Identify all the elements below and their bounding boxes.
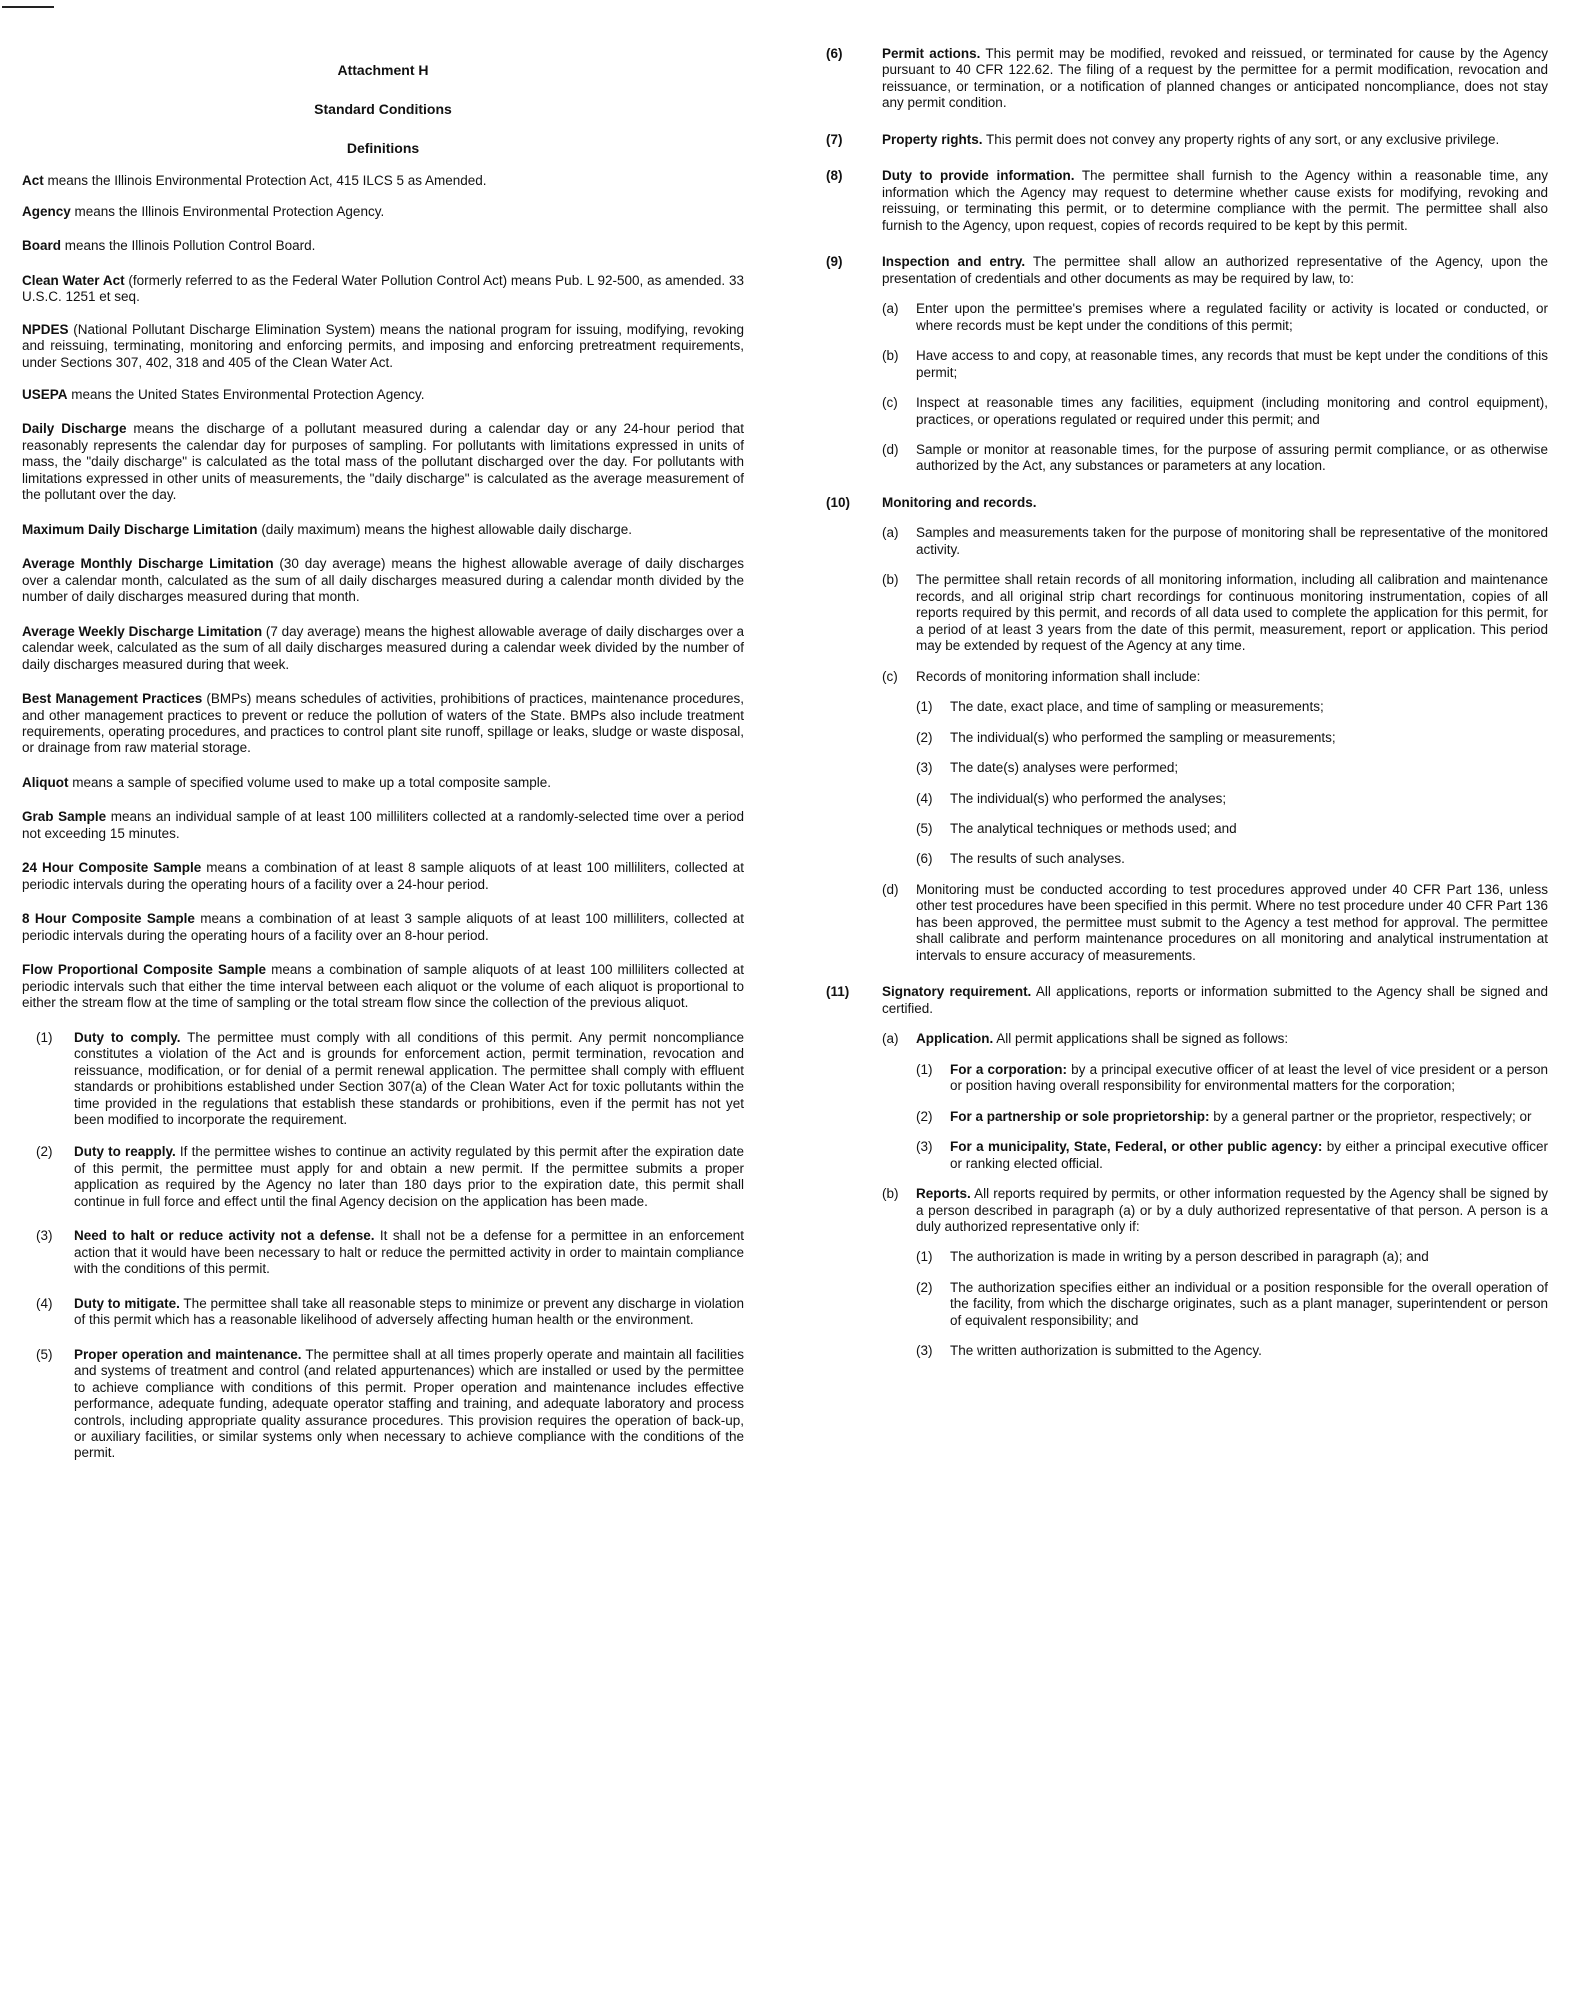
definition-average-monthly: Average Monthly Discharge Limitation (30 day average) means the highest allowable average of daily discharges over a calendar month, calculated as the sum of all daily discharges measured during a calendar month divided by the number of daily discharges measured during that month. — [22, 556, 744, 605]
condition-4: (4) Duty to mitigate. The permittee shall take all reasonable steps to minimize or prevent any discharge in violation of this permit which has a reasonable likelihood of adversely affecting human health or the environment. — [36, 1295, 744, 1328]
definition-aliquot: Aliquot means a sample of specified volume used to make up a total composite sample. — [22, 774, 551, 790]
left-column — [22, 48, 744, 1478]
definition-8-hour-composite: 8 Hour Composite Sample means a combination of at least 3 sample aliquots of at least 100 milliliters, collected at periodic intervals during the operating hours of a facility over an 8-hour period. — [22, 911, 744, 943]
definition-24-hour-composite: 24 Hour Composite Sample means a combination of at least 8 sample aliquots of at least 100 milliliters, collected at periodic intervals during the operating hours of a facility over a 24-hour period. — [22, 860, 744, 892]
authorization-item-1: (1) The authorization is made in writing by a person described in paragraph (a); and — [916, 1249, 1429, 1265]
condition-10-d: (d) Monitoring must be conducted according to test procedures approved under 40 CFR Part 136, unless other test procedures have been specified in this permit. Where no test procedure under 40 CFR Part 136 has been approved, the permittee must submit to the Agency a test method for approval. The permittee shall calibrate and perform maintenance procedures on all monitoring and analytical instrumentation at intervals to ensure accuracy of measurements. — [882, 881, 1548, 963]
authorization-item-3: (3) The written authorization is submitted to the Agency. — [916, 1343, 1262, 1359]
record-item-4: (4) The individual(s) who performed the analyses; — [916, 790, 1227, 806]
record-item-2: (2) The individual(s) who performed the sampling or measurements; — [916, 729, 1336, 745]
record-item-3: (3) The date(s) analyses were performed; — [916, 760, 1179, 776]
signatory-partnership: (2) For a partnership or sole proprietorship: by a general partner or the proprietor, respectively; or — [916, 1108, 1532, 1124]
condition-9: (9) Inspection and entry. The permittee shall allow an authorized representative of the Agency, upon the presentation of credentials and other documents as may be required by law, to: (a) Enter upon the permittee's premises where a regulated facility or activity is located or conducted, or where records must be kept under the conditions of this permit; (b) Have access to and copy, at reasonable times, any records that must be kept under the conditions of this permit; (c) Inspect at reasonable times any facilities, equipment (including monitoring and control equipment), practices, or operations regulated or required under this permit; and (d) Sample or monitor at reasonable times, for the purpose of assuring permit compliance, or as otherwise authorized by the Act, any substances or parameters at any location. — [826, 254, 1548, 474]
condition-1: (1) Duty to comply. The permittee must comply with all conditions of this permit. Any permit noncompliance constitutes a violation of the Act and is grounds for enforcement action, permit termination, revocation and reissuance, modification, or for denial of a permit renewal application. The permittee shall comply with effluent standards or prohibitions established under Section 307(a) of the Clean Water Act for toxic pollutants within the time provided in the regulations that establish these standards or prohibitions, even if the permit has not yet been modified to incorporate the requirement. — [36, 1029, 744, 1127]
condition-2: (2) Duty to reapply. If the permittee wishes to continue an activity regulated by this permit after the expiration date of this permit, the permittee must apply for and obtain a new permit. If the permittee submits a proper application as required by the Agency no later than 180 days prior to the expiration date, this permit shall continue in full force and effect until the final Agency decision on the application has been made. — [36, 1144, 744, 1209]
definition-daily-discharge: Daily Discharge means the discharge of a pollutant measured during a calendar day or any 24-hour period that reasonably represents the calendar day for purposes of sampling. For pollutants with limitations expressed in units of mass, the "daily discharge" is calculated as the total mass of the pollutant discharged over the day. For pollutants with limitations expressed in other units of measurements, the "daily discharge" is calculated as the average measurement of the pollutant over the day. — [22, 421, 745, 503]
condition-3: (3) Need to halt or reduce activity not a defense. It shall not be a defense for a permittee in an enforcement action that it would have been necessary to halt or reduce the permitted activity in order to maintain compliance with the conditions of this permit. — [36, 1228, 744, 1277]
condition-10-c: (c) Records of monitoring information shall include: (1) The date, exact place, and time of sampling or measurements; (2) The individual(s) who performed the sampling or measurements; (3) The date(s) analyses were performed; (4) The individual(s) who performed the analyses; (5) The analytical techniques or methods used; and (6) The results of such analyses. — [882, 669, 1548, 868]
definition-npdes: NPDES (National Pollutant Discharge Elimination System) means the national program for issuing, modifying, revoking and reissuing, terminating, monitoring and enforcing permits, and imposing and enforcing pretreatment requirements, under Sections 307, 402, 318 and 405 of the Clean Water Act. — [22, 321, 744, 370]
condition-9-a: (a) Enter upon the permittee's premises where a regulated facility or activity is located or conducted, or where records must be kept under the conditions of this permit; — [882, 301, 1548, 333]
definition-average-weekly: Average Weekly Discharge Limitation (7 day average) means the highest allowable average of daily discharges over a calendar week, calculated as the sum of all daily discharges measured during a calendar week divided by the number of daily discharges measured during that week. — [22, 623, 745, 672]
condition-11: (11) Signatory requirement. All applications, reports or information submitted to the Agency shall be signed and certified. (a) Application. All permit applications shall be signed as follows: (1) For a corporation: by a principal executive officer of at least the level of vice president or a person or position having overall responsibility for environmental matters for the corporation; (2) For a partnership or sole proprietorship: by a general partner or the proprietor, respectively; or (3) For a municipality, State, Federal, or other public agency: by either a principal executive officer or ranking elected official. (b) Reports. All reports required by permits, or other information requested by the Agency shall be signed by a person described in paragraph (a) or by a duly authorized representative of that person. A person is a duly authorized representative only if: (1) The authorization is made in writing by a person described in paragraph (a); and (2) The authorization specifies either an individual or a position responsible for the overall operation of the facility, from which the discharge originates, such as a plant manager, superintendent or person of equivalent responsibility; and (3) The written authorization is submitted to the Agency. — [826, 984, 1548, 1359]
signatory-corporation: (1) For a corporation: by a principal executive officer of at least the level of vice president or a person or position having overall responsibility for environmental matters for the corporation; — [916, 1061, 1548, 1094]
condition-6: (6) Permit actions. This permit may be modified, revoked and reissued, or terminated for cause by the Agency pursuant to 40 CFR 122.62. The filing of a request by the permittee for a permit modification, revocation and reissuance, or termination, or a notification of planned changes or anticipated noncompliance, does not stay any permit condition. — [826, 46, 1549, 111]
definition-flow-proportional: Flow Proportional Composite Sample means a combination of sample aliquots of at least 100 milliliters collected at periodic intervals such that either the time interval between each aliquot or the volume of each aliquot is proportional to either the stream flow at the time of sampling or the total stream flow since the collection of the previous aliquot. — [22, 962, 745, 1011]
section-heading: Definitions — [346, 140, 420, 157]
condition-9-b: (b) Have access to and copy, at reasonable times, any records that must be kept under the conditions of this permit; — [882, 348, 1548, 380]
attachment-label: Attachment H — [337, 62, 429, 78]
condition-11-b: (b) Reports. All reports required by permits, or other information requested by the Agency shall be signed by a person described in paragraph (a) or by a duly authorized representative of that person. A person is a duly authorized representative only if: (1) The authorization is made in writing by a person described in paragraph (a); and (2) The authorization specifies either an individual or a position responsible for the overall operation of the facility, from which the discharge originates, such as a plant manager, superintendent or person of equivalent responsibility; and (3) The written authorization is submitted to the Agency. — [882, 1186, 1548, 1359]
condition-9-c: (c) Inspect at reasonable times any facilities, equipment (including monitoring and control equipment), practices, or operations regulated or required under this permit; and — [882, 395, 1548, 427]
condition-10-a: (a) Samples and measurements taken for the purpose of monitoring shall be representative of the monitored activity. — [882, 525, 1548, 557]
corner-rule — [2, 6, 54, 8]
condition-10: (10) Monitoring and records. (a) Samples and measurements taken for the purpose of monitoring shall be representative of the monitored activity. (b) The permittee shall retain records of all monitoring information, including all calibration and maintenance records, and all original strip chart recordings for continuous monitoring instrumentation, copies of all reports required by this permit, and records of all data used to complete the application for this permit, for a period of at least 3 years from the date of this permit, measurement, report or application. This period may be extended by request of the Agency at any time. (c) Records of monitoring information shall include: (1) The date, exact place, and time of sampling or measurements; (2) The individual(s) who performed the sampling or measurements; (3) The date(s) analyses were performed; (4) The individual(s) who performed the analyses; (5) The analytical techniques or methods used; and (6) The results of such analyses. (d) Monitoring must be conducted according to test procedures approved under 40 CFR Part 136, unless other test procedures have been specified in this permit. Where no test procedure under 40 CFR Part 136 has been approved, the permittee must submit to the Agency a test method for approval. The permittee shall calibrate and perform maintenance procedures on all monitoring and analytical instrumentation at intervals to ensure accuracy of measurements. — [826, 494, 1548, 963]
record-item-1: (1) The date, exact place, and time of sampling or measurements; — [916, 699, 1324, 715]
definition-grab-sample: Grab Sample means an individual sample of at least 100 milliliters collected at a randomly-selected time over a period not exceeding 15 minutes. — [22, 809, 744, 841]
condition-7: (7) Property rights. This permit does not convey any property rights of any sort, or any exclusive privilege. — [826, 131, 1500, 147]
condition-11-a: (a) Application. All permit applications shall be signed as follows: (1) For a corporation: by a principal executive officer of at least the level of vice president or a person or position having overall responsibility for environmental matters for the corporation; (2) For a partnership or sole proprietorship: by a general partner or the proprietor, respectively; or (3) For a municipality, State, Federal, or other public agency: by either a principal executive officer or ranking elected official. — [882, 1031, 1548, 1171]
definition-board: Board means the Illinois Pollution Control Board. — [22, 238, 316, 254]
condition-5: (5) Proper operation and maintenance. The permittee shall at all times properly operate and maintain all facilities and systems of treatment and control (and related appurtenances) which are installed or used by the permittee to achieve compliance with conditions of this permit. Proper operation and maintenance includes effective performance, adequate funding, adequate operator staffing and training, and adequate laboratory and process controls, including appropriate quality assurance procedures. This provision requires the operation of back-up, or auxiliary facilities, or similar systems only when necessary to achieve compliance with the conditions of the permit. — [36, 1346, 745, 1461]
definition-usepa: USEPA means the United States Environmental Protection Agency. — [22, 386, 425, 402]
definition-bmps: Best Management Practices (BMPs) means schedules of activities, prohibitions of practices, maintenance procedures, and other management practices to prevent or reduce the pollution of waters of the State. BMPs also include treatment requirements, operating procedures, and practices to control plant site runoff, spillage or leaks, sludge or waste disposal, or drainage from raw material storage. — [22, 691, 744, 756]
record-item-6: (6) The results of such analyses. — [916, 851, 1125, 867]
right-column — [826, 46, 1548, 1376]
definition-act: Act means the Illinois Environmental Protection Act, 415 ILCS 5 as Amended. — [22, 173, 487, 189]
page-title: Standard Conditions — [314, 101, 452, 118]
condition-8: (8) Duty to provide information. The permittee shall furnish to the Agency within a reasonable time, any information which the Agency may request to determine whether cause exists for modifying, revoking and reissuing, or terminating this permit, or to determine compliance with the permit. The permittee shall also furnish to the Agency, upon request, copies of records required to be kept by this permit. — [826, 168, 1548, 233]
definition-maximum-daily: Maximum Daily Discharge Limitation (daily maximum) means the highest allowable daily discharge. — [22, 521, 632, 537]
condition-10-b: (b) The permittee shall retain records of all monitoring information, including all calibration and maintenance records, and all original strip chart recordings for continuous monitoring instrumentation, copies of all reports required by this permit, and records of all data used to complete the application for this permit, for a period of at least 3 years from the date of this permit, measurement, report or application. This period may be extended by request of the Agency at any time. — [882, 572, 1548, 654]
authorization-item-2: (2) The authorization specifies either an individual or a position responsible for the overall operation of the facility, from which the discharge originates, such as a plant manager, superintendent or person of equivalent responsibility; and — [916, 1279, 1548, 1328]
condition-9-d: (d) Sample or monitor at reasonable times, for the purpose of assuring permit compliance, or as otherwise authorized by the Act, any substances or parameters at any location. — [882, 441, 1548, 474]
definition-agency: Agency means the Illinois Environmental Protection Agency. — [22, 203, 385, 219]
record-item-5: (5) The analytical techniques or methods used; and — [916, 821, 1237, 836]
definition-clean-water-act: Clean Water Act (formerly referred to as the Federal Water Pollution Control Act) means Pub. L 92-500, as amended. 33 U.S.C. 1251 et seq. — [22, 272, 744, 305]
signatory-municipality: (3) For a municipality, State, Federal, or other public agency: by either a principal executive officer or ranking elected official. — [916, 1139, 1548, 1171]
